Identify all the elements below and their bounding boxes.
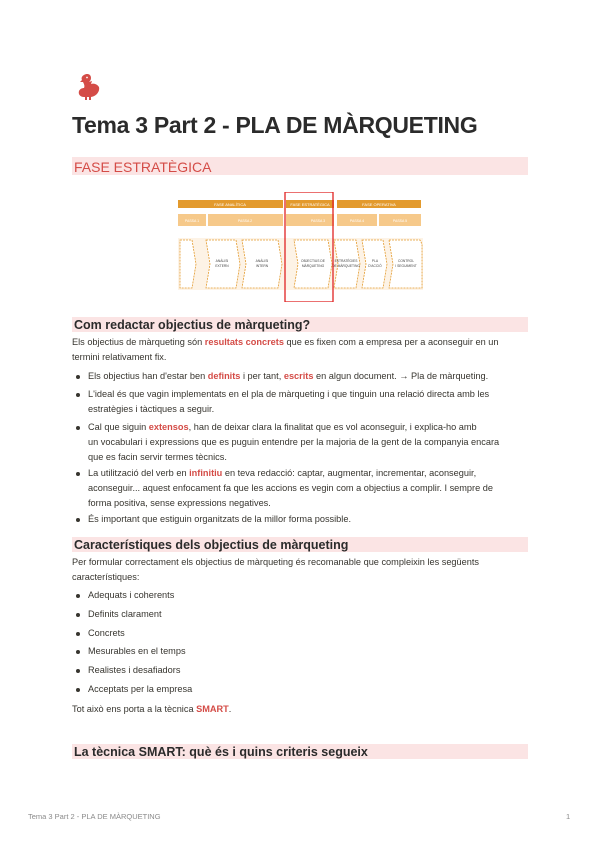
top-label-2: FASE ESTRATÈGICA: [290, 202, 330, 207]
box-text-2b: INTERN: [255, 264, 269, 268]
list-item: Definits clarament: [88, 607, 520, 622]
list-item: Concrets: [88, 626, 520, 641]
box-text-5a: PLA: [371, 259, 379, 263]
section-heading-objectius: Com redactar objectius de màrqueting?: [72, 317, 528, 332]
footer-title: Tema 3 Part 2 - PLA DE MÀRQUETING: [28, 812, 161, 821]
sub-label-4: PASSA 4: [349, 219, 365, 223]
box-text-3b: MÀRQUETING: [301, 264, 325, 268]
box-text-1b: EXTERN: [215, 264, 229, 268]
section2-outro: Tot això ens porta a la tècnica SMART.: [72, 704, 232, 714]
sub-label-1: PASSA 1: [184, 219, 200, 223]
box-text-3a: OBJECTIUS DE: [301, 259, 325, 263]
box-text-4a: ESTRATÈGIES: [334, 259, 358, 263]
list-item: Cal que siguin extensos, han de deixar clara la finalitat que es vol aconseguir, i explica-ho amb un vocabulari i expressions que es puguin entendre per la majoria de la gent de la companyia encara que es facin servir termes tècnics.: [88, 420, 520, 465]
marketing-plan-diagram: [178, 192, 424, 302]
list-item: Realistes i desafiadors: [88, 663, 520, 678]
section-heading-smart: La tècnica SMART: què és i quins criteris segueix: [72, 744, 528, 759]
list-item: L'ideal és que vagin implementats en el pla de màrqueting i que tinguin una relació directa amb les estratègies i tàctiques a seguir.: [88, 387, 520, 417]
fase-estrategica-heading: FASE ESTRATÈGICA: [72, 157, 528, 175]
list-item: Acceptats per la empresa: [88, 682, 520, 697]
list-item: Mesurables en el temps: [88, 644, 520, 659]
sub-label-3: PASSA 3: [310, 219, 326, 223]
box-text-4b: DE MÀRQUETING: [332, 264, 360, 268]
section-heading-caracteristiques: Característiques dels objectius de màrqueting: [72, 537, 528, 552]
box-text-6b: I SEGUIMENT: [395, 264, 417, 268]
list-item: Els objectius han d'estar ben definits i per tant, escrits en algun document. → Pla de màrqueting.: [88, 369, 520, 384]
page-title: Tema 3 Part 2 - PLA DE MÀRQUETING: [72, 112, 478, 138]
box-text-6a: CONTROL: [397, 259, 415, 263]
list-item: La utilització del verb en infinitiu en teva redacció: captar, augmentar, incrementar, aconseguir, aconseguir... aquest enfocament fa que les accions es vegin com a objectius a complir. I sempre de forma positiva, sense expressions negatives.: [88, 466, 520, 511]
section2-intro: Per formular correctament els objectius de màrqueting és recomanable que compleixin les següents característiques:: [72, 557, 480, 582]
page-number: 1: [566, 812, 571, 821]
box-text-2a: ANÀLISI: [255, 259, 269, 263]
list-item: Adequats i coherents: [88, 588, 520, 603]
sub-label-2: PASSA 2: [237, 219, 253, 223]
sub-label-5: PASSA 5: [392, 219, 408, 223]
list-item: És important que estiguin organitzats de la millor forma possible.: [88, 512, 520, 527]
top-label-1: FASE ANALÍTICA: [214, 202, 246, 207]
box-text-5b: D'ACCIÓ: [368, 264, 382, 268]
box-text-1a: ANÀLISI: [215, 259, 229, 263]
top-label-3: FASE OPERATIVA: [362, 202, 396, 207]
duck-icon: [75, 72, 101, 102]
section1-intro: Els objectius de màrqueting són resultats concrets que es fixen com a empresa per a aconseguir en un termini relativament fix.: [72, 337, 499, 362]
